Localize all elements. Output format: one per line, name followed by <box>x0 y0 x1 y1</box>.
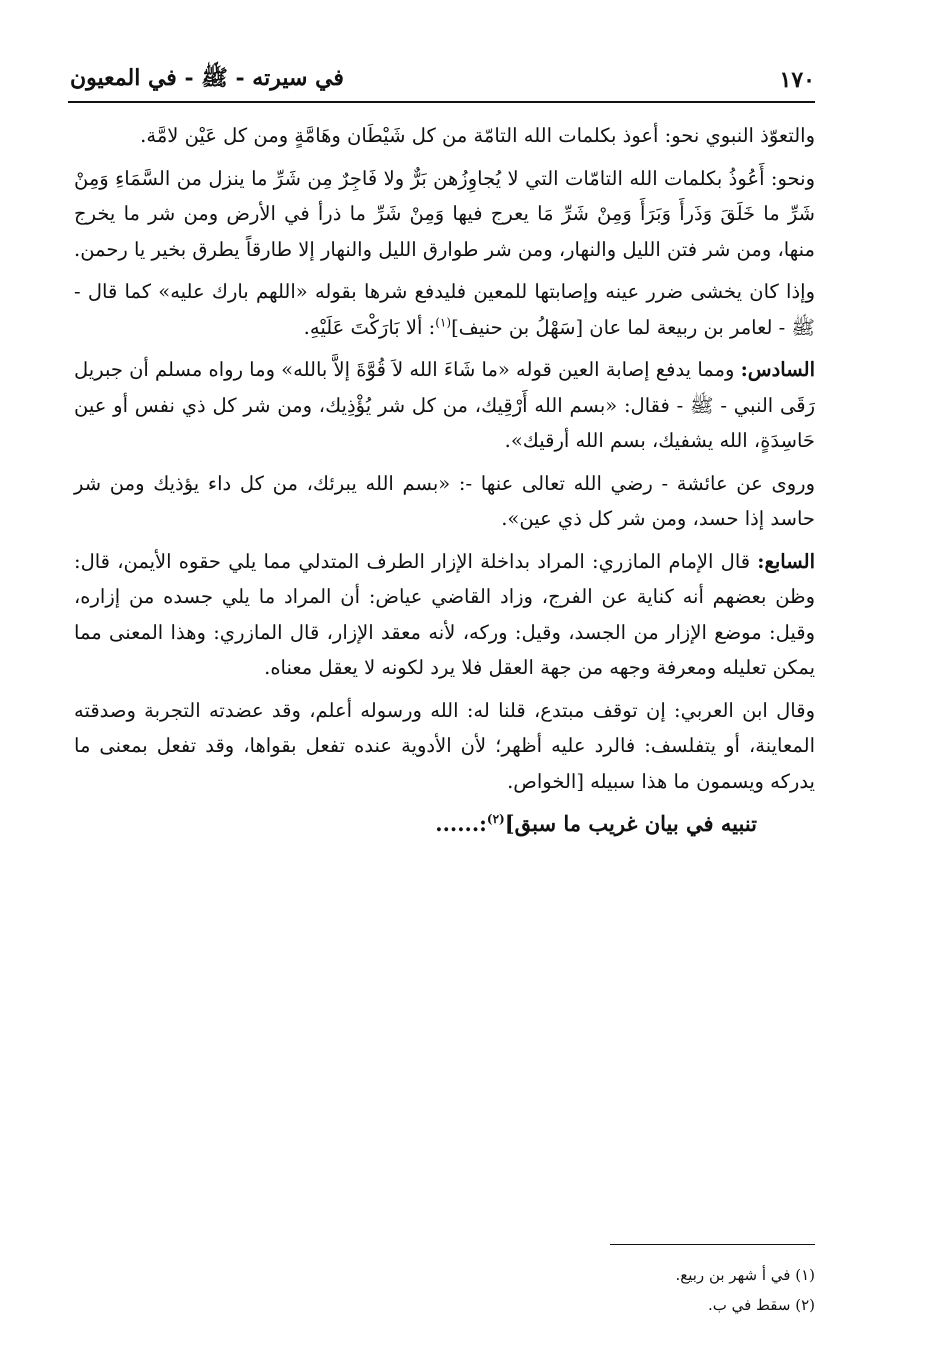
footnote-ref: (١) <box>435 315 452 329</box>
paragraph-text: وروى عن عائشة - رضي الله تعالى عنها -: «بسم الله يبرئك، من كل داء يؤذيك ومن شر حاسد إذا حسد، ومن شر كل ذي عين». <box>74 471 815 530</box>
paragraph-7 <box>74 693 815 800</box>
footnote-2: (٢) سقط في ب. <box>707 1296 815 1314</box>
paragraph-text: قال الإمام المازري: المراد بداخلة الإزار الطرف المتدلي مما يلي حقوه الأيمن، قال: وظن بعضهم أنه كناية عن الفرج، وزاد القاضي عياض: أن المراد ما يلي جسده من إزاره، وقيل: موضع الإزار من الجسد، وقيل: وركه، لأنه معقد الإزار، قال المازري: وهذا المعنى مما يمكن تعليله ومعرفة وجهه من جهة العقل فلا يرد لكونه لا يعقل معناه. <box>74 549 815 679</box>
main-text <box>74 118 815 849</box>
paragraph-3 <box>74 274 815 345</box>
paragraph-text: ونحو: أَعُوذُ بكلمات الله التامّات التي لا يُجاوِزُهن بَرٌّ ولا فَاجِرٌ مِن شَرِّ ما ينزل من السَّمَاءِ وَمِنْ شَرِّ ما خَلَقَ وَذَرأَ وَبَرَأَ وَمِنْ شَرِّ مَا يعرج فيها وَمِنْ شَرِّ ما ذرأ في الأرض ومن شر ما يخرج منها، ومن شر فتن الليل والنهار، ومن شر طوارق الليل والنهار إلا طارقاً يطرق بخير يا رحمن. <box>74 166 815 261</box>
page-number: ١٧٠ <box>779 67 815 93</box>
page-header <box>70 62 815 98</box>
paragraph-2 <box>74 161 815 268</box>
section-heading <box>74 806 815 842</box>
running-title: في سيرته - ﷺ - في المعيون <box>70 65 344 91</box>
footnote-1: (١) في أ شهر بن ربيع. <box>675 1266 815 1284</box>
section-lead: السابع: <box>757 549 815 573</box>
heading-text: تنبيه في بيان غريب ما سبق] <box>504 811 757 836</box>
paragraph-6 <box>74 544 815 686</box>
paragraph-text: ومما يدفع إصابة العين قوله «ما شَاءَ الله لاَ قُوَّةَ إلاَّ بالله» وما رواه مسلم أن جبريل رَقَى النبي - ﷺ - فقال: «بسم الله أَرْقِيك، من كل شر يُؤْذِيك، ومن شر كل ذي نفس أو عين حَاسِدَةٍ، الله يشفيك، بسم الله أرقيك». <box>74 358 815 452</box>
footnotes <box>515 1260 815 1320</box>
paragraph-1 <box>74 118 815 154</box>
footnote-ref: (٢) <box>486 812 505 826</box>
paragraph-5 <box>74 466 815 537</box>
paragraph-text: وإذا كان يخشى ضرر عينه وإصابتها للمعين فليدفع شرها بقوله «اللهم بارك عليه» كما قال - ﷺ - لعامر بن ربيعة لما عان [سَهْلُ بن حنيف] <box>74 280 815 339</box>
paragraph-4 <box>74 352 815 459</box>
paragraph-text: : ألا بَارَكْتَ عَلَيْهِ. <box>303 315 436 339</box>
paragraph-text: والتعوّذ النبوي نحو: أعوذ بكلمات الله التامّة من كل شَيْطَان وهَامَّةٍ ومن كل عَيْن لامَّة. <box>140 124 815 147</box>
header-rule <box>68 101 815 103</box>
section-lead: السادس: <box>740 358 815 381</box>
paragraph-text: وقال ابن العربي: إن توقف مبتدع، قلنا له: الله ورسوله أعلم، وقد عضدته التجربة وصدقته المعاينة، أو يتفلسف: فالرد عليه أظهر؛ لأن الأدوية عنده تفعل بقواها، وقد تفعل بمعنى ما يدركه ويسمون ما هذا سبيله [الخواص. <box>74 698 815 793</box>
footnote-rule <box>610 1244 815 1245</box>
heading-ellipsis: :...... <box>435 811 487 836</box>
